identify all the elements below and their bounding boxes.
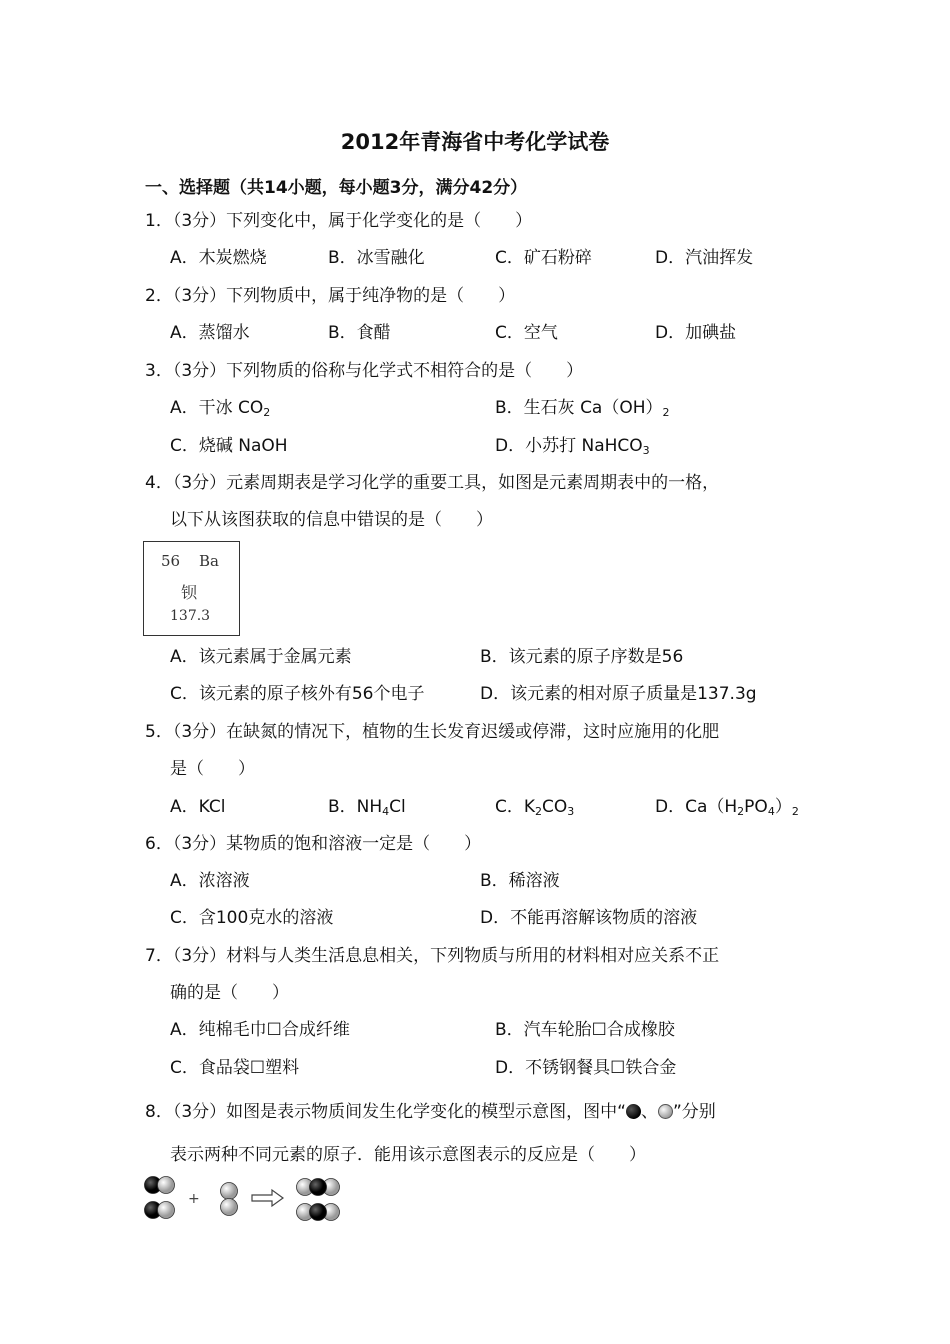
question-6-stem: 6．（3分）某物质的饱和溶液一定是（ ） — [145, 834, 482, 854]
reaction-model-diagram — [140, 1172, 350, 1228]
q7-option-c: C．食品袋☐塑料 — [170, 1058, 300, 1078]
q6-option-a: A．浓溶液 — [170, 871, 250, 891]
element-symbol: Ba — [199, 552, 219, 570]
q7-option-a: A．纯棉毛巾☐合成纤维 — [170, 1020, 350, 1040]
question-1-stem: 1．（3分）下列变化中，属于化学变化的是（ ） — [145, 211, 533, 231]
question-2-stem: 2．（3分）下列物质中，属于纯净物的是（ ） — [145, 286, 516, 306]
question-8-stem: 8．（3分）如图是表示物质间发生化学变化的模型示意图，图中“ 、 ”分别 — [145, 1102, 716, 1122]
question-7-stem-cont: 确的是（ ） — [170, 983, 289, 1003]
q7-option-b: B．汽车轮胎☐合成橡胶 — [495, 1020, 675, 1040]
q1-option-c: C．矿石粉碎 — [495, 248, 592, 268]
q4-option-d: D．该元素的相对原子质量是137.3g — [480, 684, 757, 704]
q5-option-a: A．KCl — [170, 797, 226, 817]
question-8-stem-cont: 表示两种不同元素的原子．能用该示意图表示的反应是（ ） — [170, 1145, 646, 1165]
q4-option-a: A．该元素属于金属元素 — [170, 647, 352, 667]
question-5-stem: 5．（3分）在缺氮的情况下，植物的生长发育迟缓或停滞，这时应施用的化肥 — [145, 722, 720, 742]
q2-option-d: D．加碘盐 — [655, 323, 737, 343]
atomic-number: 56 — [161, 552, 181, 570]
question-4-stem-cont: 以下从该图获取的信息中错误的是（ ） — [170, 510, 493, 530]
q5-option-b: B．$NH_4Cl$ — [328, 797, 406, 818]
reactant-gray-molecule — [221, 1183, 238, 1216]
q2-option-b: B．食醋 — [328, 323, 391, 343]
q5-option-d: D．$Ca(H_2PO_4)_2$ — [655, 797, 799, 818]
question-7-stem: 7．（3分）材料与人类生活息息相关，下列物质与所用的材料相对应关系不正 — [145, 946, 720, 966]
product-molecule-2 — [297, 1204, 340, 1221]
q2-option-c: C．空气 — [495, 323, 558, 343]
q5-option-c: C．$K_2CO_3$ — [495, 797, 575, 818]
question-4-stem: 4．（3分）元素周期表是学习化学的重要工具，如图是元素周期表中的一格， — [145, 473, 720, 493]
atomic-mass: 137.3 — [170, 608, 211, 624]
reactant-molecule-2 — [145, 1202, 175, 1219]
q6-option-b: B．稀溶液 — [480, 871, 560, 891]
q1-option-d: D．汽油挥发 — [655, 248, 754, 268]
black-atom-icon — [626, 1104, 641, 1119]
q3-option-c: C．烧碱 NaOH — [170, 436, 288, 456]
q6-option-c: C．含100克水的溶液 — [170, 908, 334, 928]
q1-option-a: A．木炭燃烧 — [170, 248, 267, 268]
gray-atom-icon — [658, 1104, 673, 1119]
section-heading: 一、选择题（共14小题，每小题3分，满分42分） — [145, 178, 528, 198]
q3-option-d: D．小苏打 NaHCO$_3$ — [495, 436, 650, 457]
element-name: 钡 — [181, 583, 198, 602]
question-3-stem: 3．（3分）下列物质的俗称与化学式不相符合的是（ ） — [145, 361, 584, 381]
reactant-molecule-1 — [145, 1177, 175, 1194]
reaction-arrow-icon — [252, 1190, 283, 1206]
periodic-element-cell — [143, 541, 240, 636]
q3-option-a: A．干冰 $CO_2$ — [170, 398, 271, 419]
q6-option-d: D．不能再溶解该物质的溶液 — [480, 908, 698, 928]
q4-option-c: C．该元素的原子核外有56个电子 — [170, 684, 425, 704]
plus-sign: + — [188, 1191, 200, 1207]
q1-option-b: B．冰雪融化 — [328, 248, 425, 268]
question-5-stem-cont: 是（ ） — [170, 759, 255, 779]
q7-option-d: D．不锈钢餐具☐铁合金 — [495, 1058, 677, 1078]
q4-option-b: B．该元素的原子序数是56 — [480, 647, 684, 667]
q2-option-a: A．蒸馏水 — [170, 323, 250, 343]
page-title: 2012年青海省中考化学试卷 — [340, 130, 610, 154]
q3-option-b: B．生石灰 $Ca(OH)_2$ — [495, 398, 670, 419]
product-molecule-1 — [297, 1179, 340, 1196]
